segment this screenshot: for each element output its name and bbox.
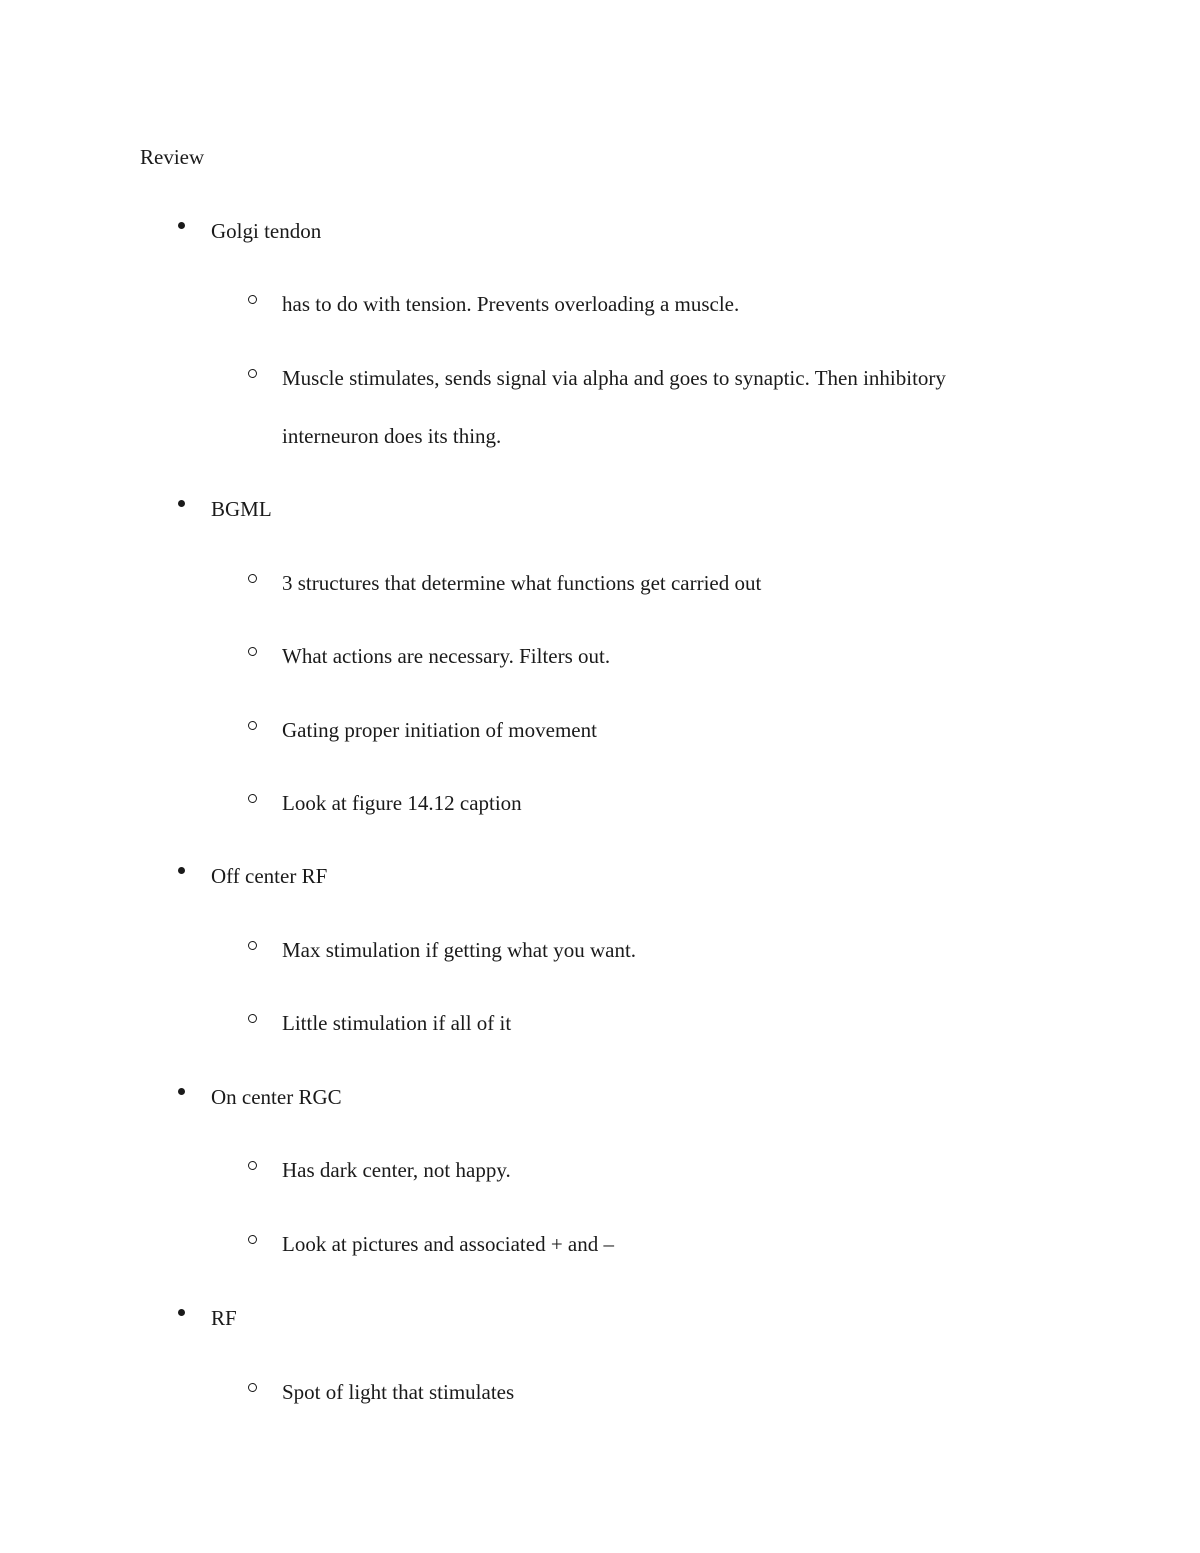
document-title: Review bbox=[140, 145, 205, 169]
section-heading-bgml: BGML bbox=[211, 497, 272, 521]
bullet-disc-icon bbox=[178, 867, 185, 874]
list-item: 3 structures that determine what functions get carried out bbox=[282, 571, 762, 595]
bullet-disc-icon bbox=[178, 222, 185, 229]
bullet-circle-icon bbox=[248, 721, 257, 730]
bullet-circle-icon bbox=[248, 1161, 257, 1170]
list-item: Look at figure 14.12 caption bbox=[282, 791, 522, 815]
list-item: What actions are necessary. Filters out. bbox=[282, 644, 611, 668]
bullet-disc-icon bbox=[178, 1309, 185, 1316]
section-heading-on-center-rgc: On center RGC bbox=[211, 1085, 342, 1109]
section-heading-off-center-rf: Off center RF bbox=[211, 864, 328, 888]
list-item: Max stimulation if getting what you want. bbox=[282, 938, 637, 962]
list-item: Look at pictures and associated + and – bbox=[282, 1232, 614, 1256]
list-item: Has dark center, not happy. bbox=[282, 1158, 511, 1182]
list-item: Muscle stimulates, sends signal via alpha and goes to synaptic. Then inhibitory bbox=[282, 366, 946, 390]
list-item: has to do with tension. Prevents overloading a muscle. bbox=[282, 292, 740, 316]
list-item: Spot of light that stimulates bbox=[282, 1380, 515, 1404]
section-heading-golgi-tendon: Golgi tendon bbox=[211, 219, 322, 243]
bullet-circle-icon bbox=[248, 1235, 257, 1244]
bullet-disc-icon bbox=[178, 1088, 185, 1095]
bullet-circle-icon bbox=[248, 574, 257, 583]
bullet-circle-icon bbox=[248, 295, 257, 304]
list-item: Gating proper initiation of movement bbox=[282, 718, 597, 742]
list-item-continuation: interneuron does its thing. bbox=[282, 424, 502, 448]
list-item: Little stimulation if all of it bbox=[282, 1011, 512, 1035]
bullet-circle-icon bbox=[248, 1383, 257, 1392]
bullet-circle-icon bbox=[248, 369, 257, 378]
section-heading-rf: RF bbox=[211, 1306, 237, 1330]
bullet-circle-icon bbox=[248, 647, 257, 656]
bullet-circle-icon bbox=[248, 1014, 257, 1023]
bullet-disc-icon bbox=[178, 500, 185, 507]
bullet-circle-icon bbox=[248, 794, 257, 803]
bullet-circle-icon bbox=[248, 941, 257, 950]
